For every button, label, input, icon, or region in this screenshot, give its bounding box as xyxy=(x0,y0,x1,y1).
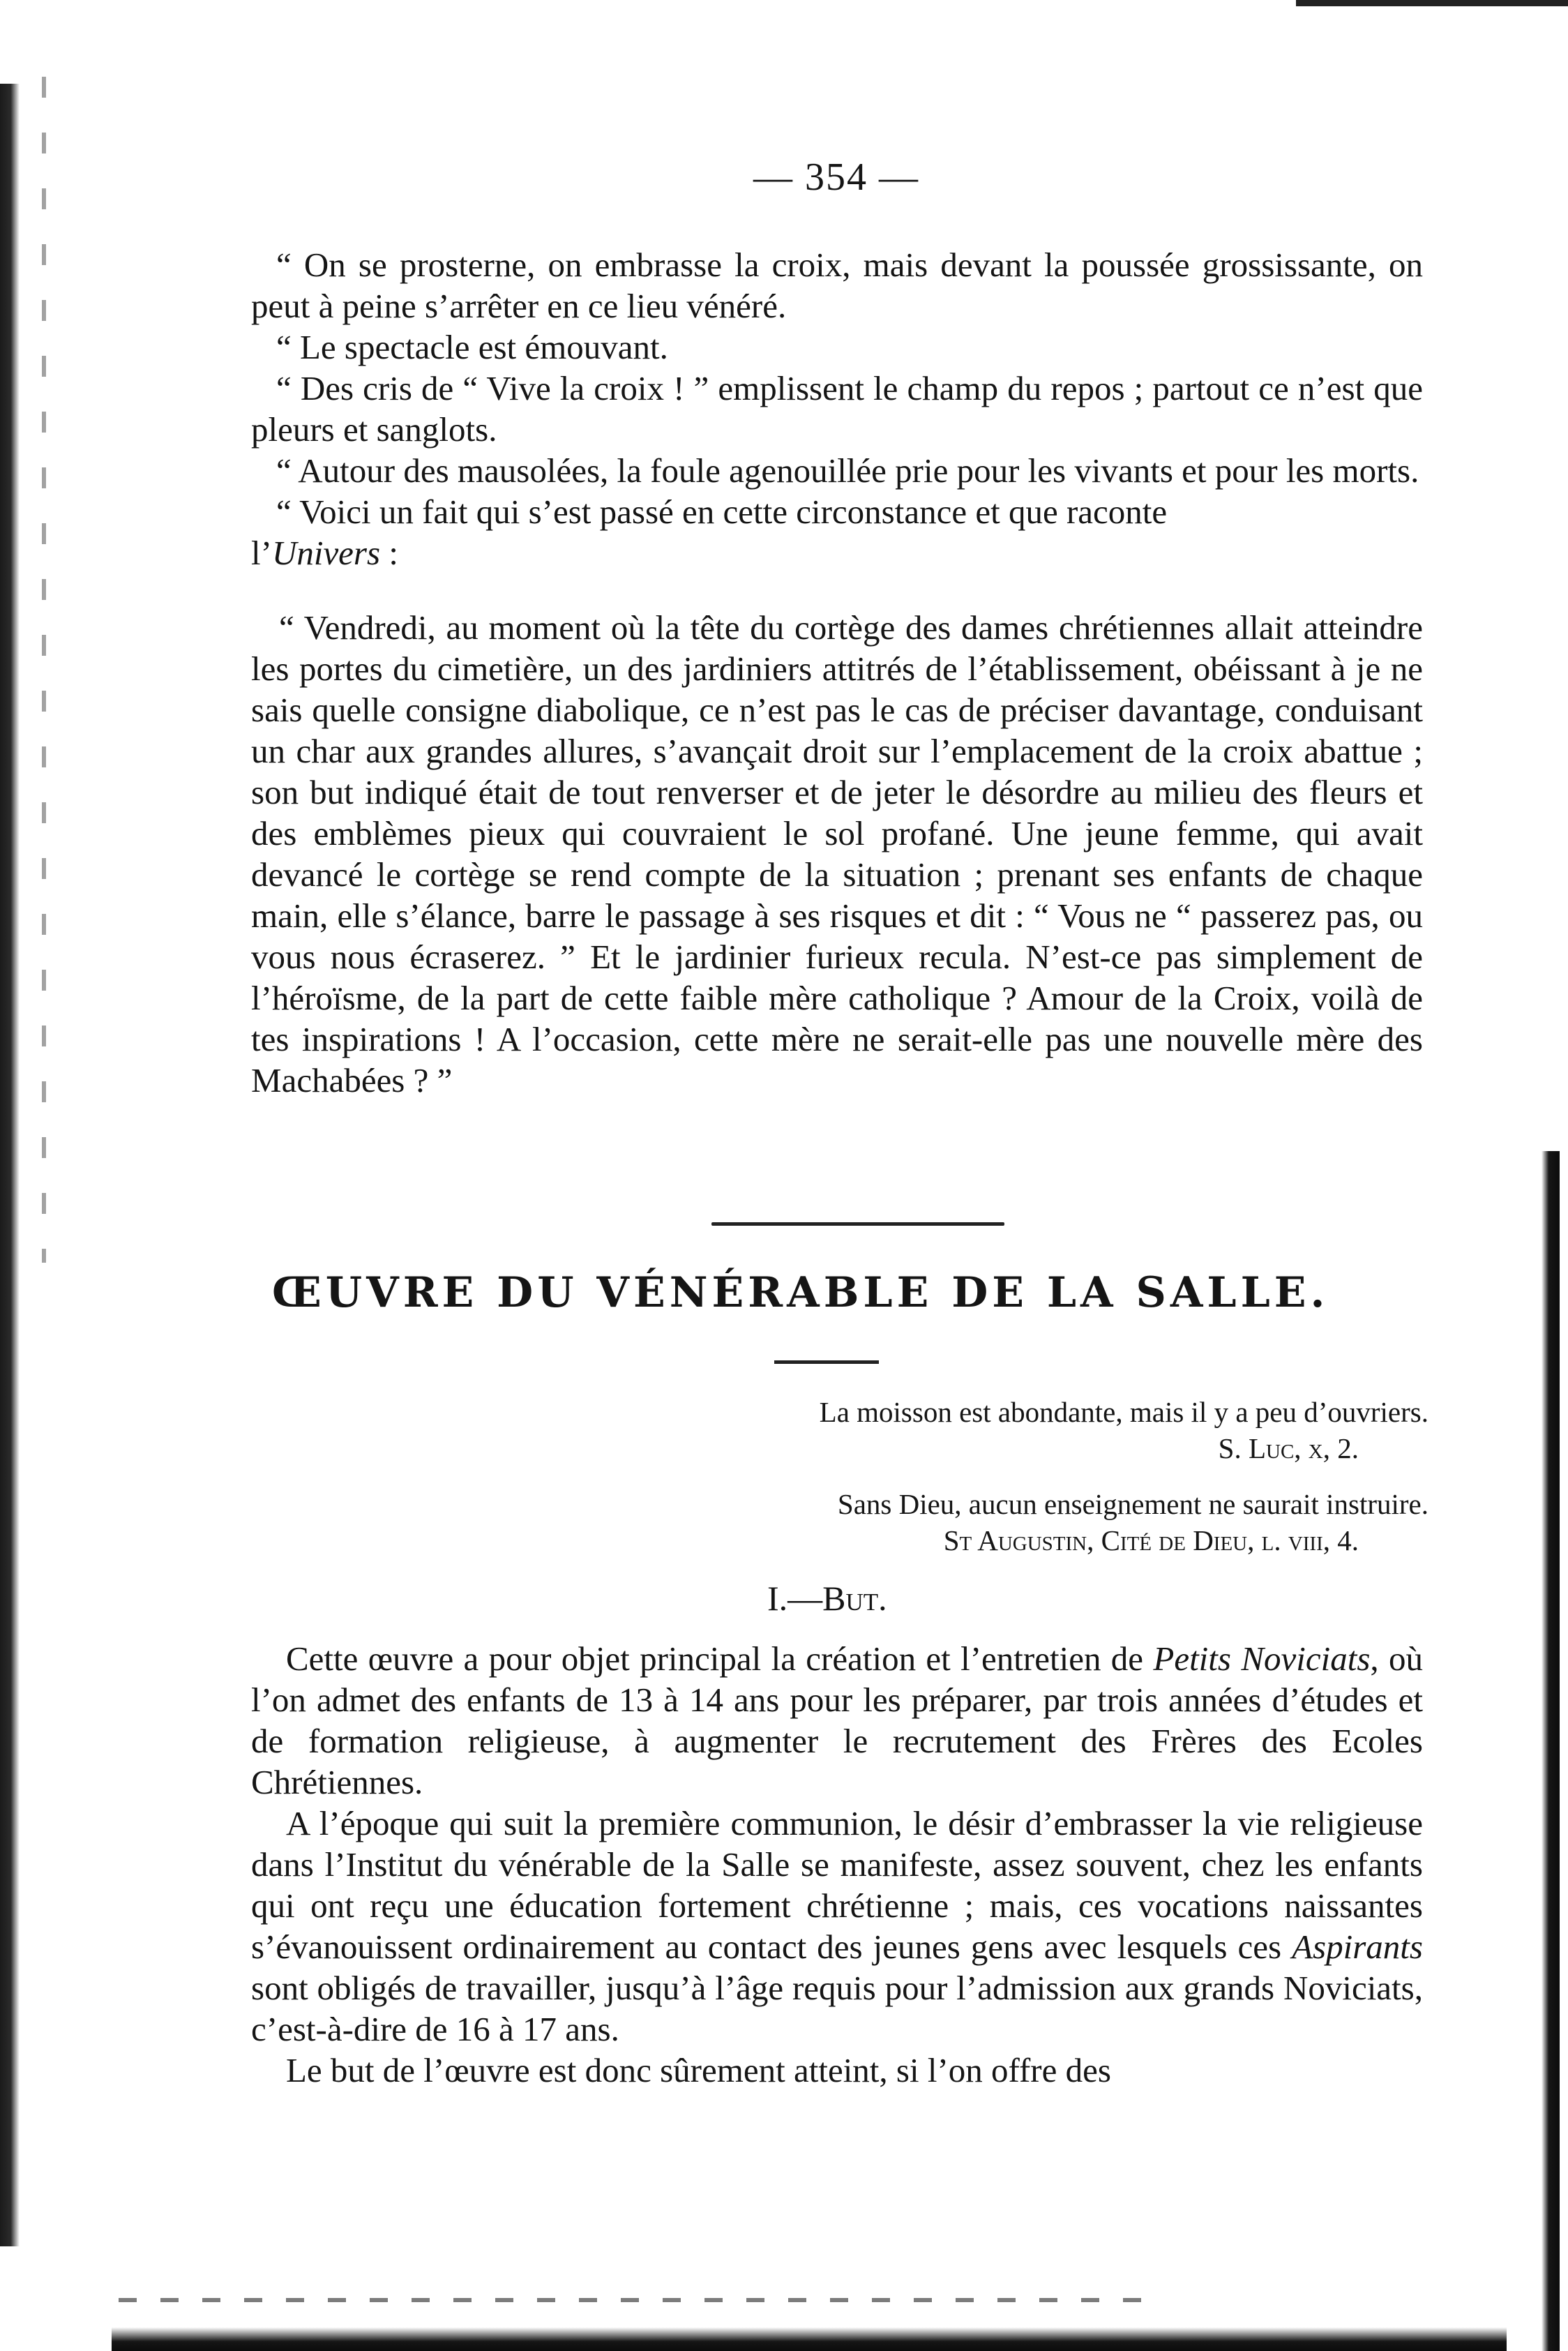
epigraph-text: La moisson est abondante, mais il y a peu d’ouvriers. xyxy=(819,1396,1428,1428)
page-number: — 354 — xyxy=(753,156,919,199)
emphasis-aspirants: Aspirants xyxy=(1292,1928,1423,1966)
scan-edge-bottom xyxy=(112,2327,1507,2351)
epigraph xyxy=(522,1394,1428,1466)
quote-block xyxy=(251,607,1423,1101)
univers-suffix: : xyxy=(380,534,398,572)
paragraph: “ Des cris de “ Vive la croix ! ” emplissent le champ du repos ; partout ce n’est que pleurs et sanglots. xyxy=(251,369,1423,449)
epigraph-text: Sans Dieu, aucun enseignement ne saurait instruire. xyxy=(837,1488,1428,1520)
scan-edge-top xyxy=(1296,0,1568,6)
paragraph xyxy=(251,1638,1423,1803)
paragraph-text: sont obligés de travailler, jusqu’à l’âge requis pour l’admission aux grands Noviciats, c’est-à-dire de 16 à 17 ans. xyxy=(251,1969,1423,2048)
scan-edge-right xyxy=(1541,1151,1560,2351)
bottom-text-block xyxy=(251,1638,1423,2091)
epigraph-source: St Augustin, Cité de Dieu, l. viii, 4. xyxy=(943,1524,1359,1556)
top-text-block xyxy=(251,244,1423,573)
scan-noise-left xyxy=(42,77,46,1263)
epigraph-source: S. Luc, x, 2. xyxy=(1218,1432,1359,1464)
paragraph-text: , où l’on admet des enfants de 13 à 14 ans pour les préparer, par trois années d’études et de formation religieuse, à augmenter le recrutement des Frères des Ecoles Chrétiennes. xyxy=(251,1639,1424,1801)
quote-paragraph: “ Vendredi, au moment où la tête du cortège des dames chrétiennes allait atteindre les portes du cimetière, un des jardiniers attitrés de l’établissement, obéissant à je ne sais quelle consigne diabolique, ce n’est pas le cas de préciser davantage, conduisant un char aux grandes allures, s’avançait droit sur l’emplacement de la croix abattue ; son but indiqué était de tout renverser et de jeter le désordre au milieu des fleurs et des emblèmes pieux qui couvraient le sol profané. Une jeune femme, qui avait devancé le cortège se rend compte de la situation ; prenant ses enfants de chaque main, elle s’élance, barre le passage à ses risques et dit : “ Vous ne “ passerez pas, ou vous nous écraserez. ” Et le jardinier furieux recula. N’est-ce pas simplement de l’héroïsme, de la part de cette faible mère catholique ? Amour de la Croix, voilà de tes inspirations ! A l’occasion, cette mère ne serait-elle pas une nouvelle mère des Machabées ? ” xyxy=(251,608,1423,1099)
paragraph: “ Autour des mausolées, la foule agenouillée prie pour les vivants et pour les morts. xyxy=(276,451,1419,490)
scan-noise-bottom xyxy=(119,2298,1165,2302)
univers-title: Univers xyxy=(271,534,381,572)
univers-article: l’ xyxy=(251,534,272,572)
title-underline xyxy=(774,1360,879,1364)
paragraph: Le but de l’œuvre est donc sûrement atteint, si l’on offre des xyxy=(286,2051,1111,2089)
paragraph: “ Le spectacle est émouvant. xyxy=(276,328,668,366)
emphasis-petits-noviciats: Petits Noviciats xyxy=(1153,1639,1371,1678)
section-title: ŒUVRE DU VÉNÉRABLE DE LA SALLE. xyxy=(272,1268,1329,1317)
paragraph-text: A l’époque qui suit la première communion, le désir d’embrasser la vie religieuse dans l’Institut du vénérable de la Salle se manifeste, assez souvent, chez les enfants qui ont reçu une éducation fortement chrétienne ; mais, ces vocations naissantes s’évanouissent ordinairement au contact des jeunes gens avec lesquels ces xyxy=(251,1804,1423,1966)
paragraph xyxy=(251,491,1423,573)
paragraph-text: “ Voici un fait qui s’est passé en cette circonstance et que raconte xyxy=(276,493,1168,531)
section-divider xyxy=(711,1222,1004,1226)
paragraph xyxy=(251,1803,1423,2050)
epigraph xyxy=(522,1486,1428,1558)
scan-edge-left xyxy=(0,84,20,2246)
paragraph: “ On se prosterne, on embrasse la croix, mais devant la poussée grossissante, on peut à peine s’arrêter en ce lieu vénéré. xyxy=(251,246,1423,325)
paragraph-text: Cette œuvre a pour objet principal la création et l’entretien de xyxy=(286,1639,1154,1678)
subheading: I.—But. xyxy=(767,1579,887,1618)
